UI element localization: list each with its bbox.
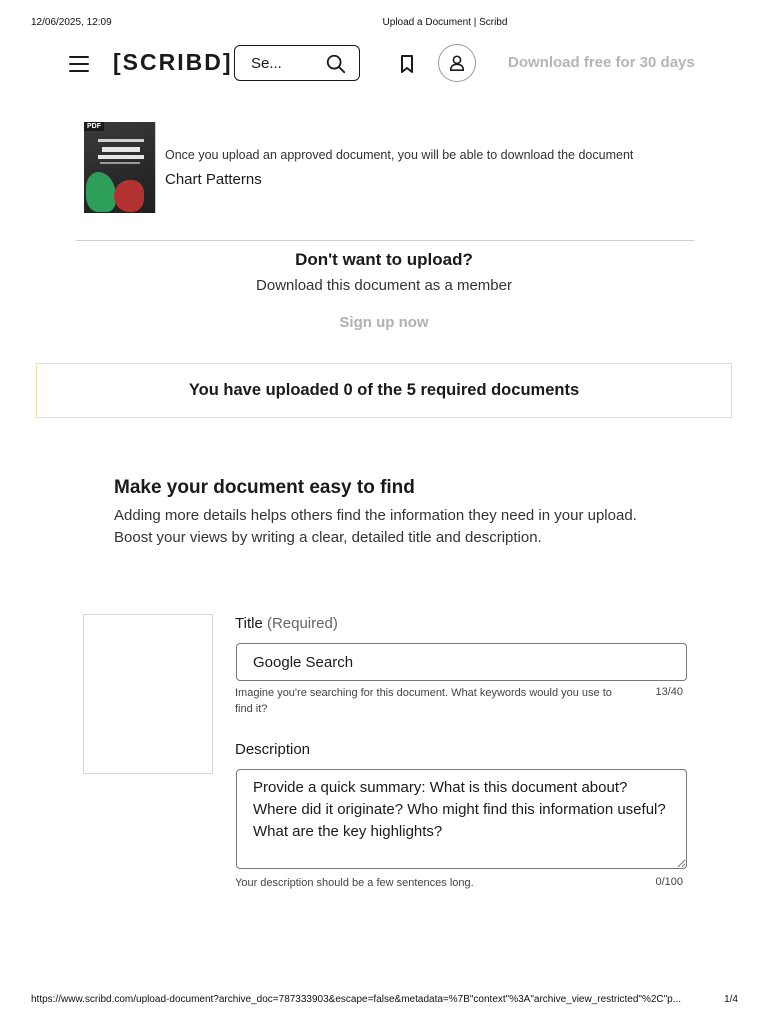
pdf-badge: PDF — [84, 122, 104, 131]
print-url: https://www.scribd.com/upload-document?archive_doc=787333903&escape=false&metadata=%7B"context"%3A"archive_view_restricted"%2C"p... — [31, 994, 682, 1005]
download-free-button[interactable]: Download free for 30 days — [508, 54, 695, 71]
document-title: Chart Patterns — [165, 171, 262, 188]
section-description: Adding more details helps others find the information they need in your upload. Boost your views by writing a clear, detailed title and description. — [114, 507, 637, 546]
divider — [76, 240, 694, 241]
title-input[interactable] — [236, 643, 687, 681]
title-label — [235, 615, 338, 632]
description-char-count: 0/100 — [655, 876, 683, 888]
title-label-text: Title — [235, 615, 263, 632]
search-input[interactable] — [234, 45, 360, 81]
search-icon[interactable] — [325, 53, 347, 75]
print-page-title: Upload a Document | Scribd — [382, 17, 508, 28]
description-textarea[interactable] — [236, 769, 687, 869]
description-hint: Your description should be a few sentences long. — [235, 877, 474, 889]
required-marker: (Required) — [266, 615, 338, 632]
upload-status-banner — [36, 363, 732, 418]
user-icon — [448, 54, 466, 72]
title-char-count: 13/40 — [655, 686, 683, 698]
bookmark-icon[interactable] — [397, 53, 417, 75]
upload-status-text: You have uploaded 0 of the 5 required documents — [188, 381, 580, 399]
sign-up-button[interactable]: Sign up now — [339, 314, 429, 331]
account-button[interactable] — [438, 44, 476, 82]
search-input-text: Se... — [251, 55, 282, 72]
hamburger-menu-icon[interactable] — [69, 56, 89, 72]
document-thumbnail — [84, 122, 156, 213]
description-label: Description — [235, 741, 311, 758]
cover-image-placeholder — [83, 614, 213, 774]
print-datetime: 12/06/2025, 12:09 — [31, 17, 112, 28]
title-hint: Imagine you're searching for this document. What keywords would you use to find it? — [235, 687, 612, 715]
member-download-text: Download this document as a member — [256, 277, 512, 294]
section-heading: Make your document easy to find — [114, 477, 415, 498]
no-upload-heading: Don't want to upload? — [295, 250, 473, 269]
scribd-logo[interactable]: [SCRIBD] — [113, 49, 233, 75]
print-page-number: 1/4 — [724, 994, 738, 1005]
approved-document-note: Once you upload an approved document, you will be able to download the document — [165, 148, 634, 162]
